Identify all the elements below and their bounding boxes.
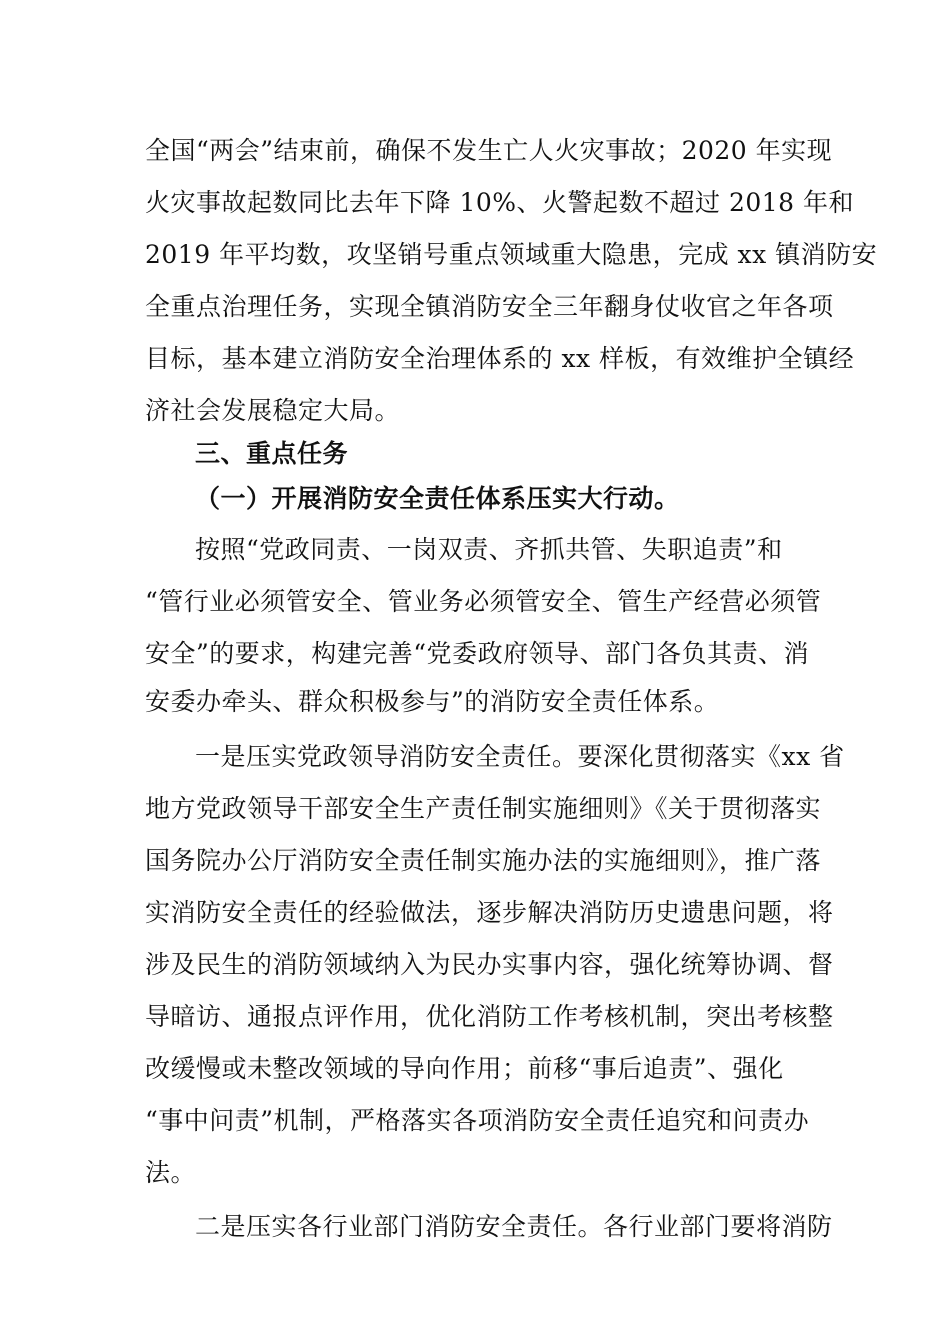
body-text-line: 2019 年平均数，攻坚销号重点领域重大隐患，完成 xx 镇消防安 [145, 240, 878, 269]
subsection-heading: （一）开展消防安全责任体系压实大行动。 [195, 484, 680, 513]
body-text-line: 安委办牵头、群众积极参与”的消防安全责任体系。 [145, 687, 720, 716]
body-text-line: 改缓慢或未整改领域的导向作用；前移“事后追责”、强化 [145, 1054, 784, 1083]
body-text-line: 导暗访、通报点评作用，优化消防工作考核机制，突出考核整 [145, 1002, 834, 1031]
body-text-line: 安全”的要求，构建完善“党委政府领导、部门各负其责、消 [145, 639, 810, 668]
body-text-line: 济社会发展稳定大局。 [145, 396, 401, 425]
body-text-line: 按照“党政同责、一岗双责、齐抓共管、失职追责”和 [195, 535, 783, 564]
body-text-line: 二是压实各行业部门消防安全责任。各行业部门要将消防 [195, 1212, 833, 1241]
body-text-line: 一是压实党政领导消防安全责任。要深化贯彻落实《xx 省 [195, 742, 845, 771]
body-text-line: 火灾事故起数同比去年下降 10%、火警起数不超过 2018 年和 [145, 188, 855, 217]
body-text-line: 目标，基本建立消防安全治理体系的 xx 样板，有效维护全镇经 [145, 344, 855, 373]
body-text-line: “事中问责”机制，严格落实各项消防安全责任追究和问责办 [145, 1106, 810, 1135]
body-text-line: 涉及民生的消防领域纳入为民办实事内容，强化统筹协调、督 [145, 950, 834, 979]
body-text-line: 全重点治理任务，实现全镇消防安全三年翻身仗收官之年各项 [145, 292, 834, 321]
body-text-line: “管行业必须管安全、管业务必须管安全、管生产经营必须管 [145, 587, 822, 616]
body-text-line: 法。 [145, 1158, 197, 1187]
section-heading: 三、重点任务 [195, 439, 349, 468]
body-text-line: 实消防安全责任的经验做法，逐步解决消防历史遗患问题，将 [145, 898, 834, 927]
body-text-line: 国务院办公厅消防安全责任制实施办法的实施细则》，推广落 [145, 846, 822, 875]
body-text-line: 地方党政领导干部安全生产责任制实施细则》《关于贯彻落实 [145, 794, 822, 823]
body-text-line: 全国“两会”结束前，确保不发生亡人火灾事故；2020 年实现 [145, 136, 833, 165]
